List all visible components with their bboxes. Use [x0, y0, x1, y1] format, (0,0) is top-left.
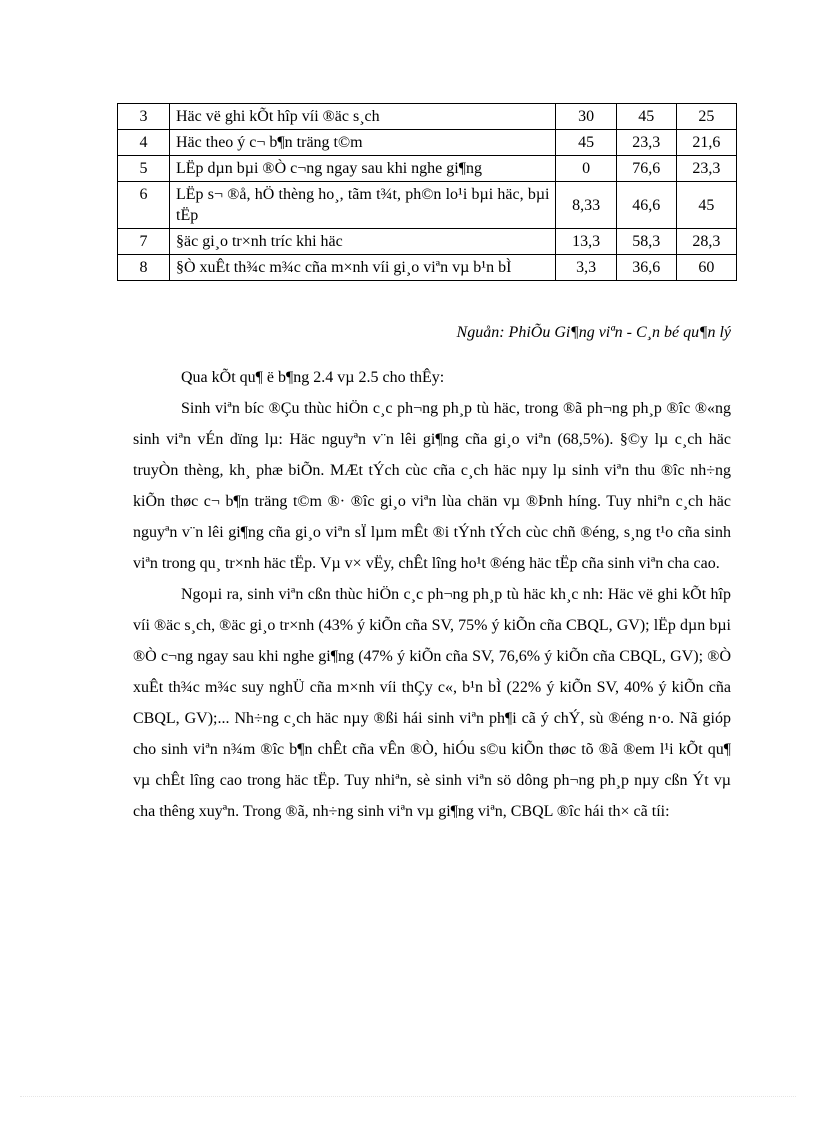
- table-row: [118, 156, 737, 182]
- row-number-cell: 7: [118, 229, 170, 255]
- value-cell-1: 30: [556, 104, 616, 130]
- method-cell: Häc vë ghi kÕt hîp víi ®äc s¸ch: [170, 104, 556, 130]
- row-number-cell: 3: [118, 104, 170, 130]
- value-cell-1: 13,3: [556, 229, 616, 255]
- value-cell-2: 76,6: [616, 156, 676, 182]
- method-cell: LËp s¬ ®å, hÖ thèng ho¸, tãm t¾t, ph©n lo¹i bµi häc, bµi tËp: [170, 182, 556, 229]
- table-body: [118, 104, 737, 281]
- value-cell-3: 21,6: [676, 130, 736, 156]
- row-number-cell: 4: [118, 130, 170, 156]
- value-cell-2: 23,3: [616, 130, 676, 156]
- value-cell-3: 60: [676, 255, 736, 281]
- value-cell-1: 8,33: [556, 182, 616, 229]
- value-cell-2: 45: [616, 104, 676, 130]
- table-row: [118, 104, 737, 130]
- value-cell-2: 46,6: [616, 182, 676, 229]
- paragraph-intro: Qua kÕt qu¶ ë b¶ng 2.4 vµ 2.5 cho thÊy:: [181, 369, 445, 386]
- body-text: [133, 362, 731, 827]
- value-cell-1: 3,3: [556, 255, 616, 281]
- table-source-note: Nguån: PhiÕu Gi¶ng viªn - C¸n bé qu¶n lý: [456, 324, 731, 341]
- value-cell-3: 28,3: [676, 229, 736, 255]
- value-cell-2: 58,3: [616, 229, 676, 255]
- row-number-cell: 6: [118, 182, 170, 229]
- value-cell-2: 36,6: [616, 255, 676, 281]
- value-cell-3: 23,3: [676, 156, 736, 182]
- value-cell-3: 25: [676, 104, 736, 130]
- table-row: [118, 182, 737, 229]
- paragraph-main-method: Sinh viªn bíc ®Çu thùc hiÖn c¸c ph¬ng ph¸p tù häc, trong ®ã ph¬ng ph¸p ®îc ®«ng sinh viªn vÉn dïng lµ: Häc nguyªn v¨n lêi gi¶ng cña gi¸o viªn (68,5%). §©y lµ c¸ch häc truyÒn thèng, kh¸ phæ biÕn. MÆt tÝch cùc cña c¸ch häc nµy lµ sinh viªn thu ®îc nh÷ng kiÕn thøc c¬ b¶n träng t©m ®· ®îc gi¸o viªn lùa chän vµ ®Þnh híng. Tuy nhiªn c¸ch häc nguyªn v¨n lêi gi¶ng cña gi¸o viªn sÏ lµm mÊt ®i tÝnh tÝch cùc chñ ®éng, s¸ng t¹o cña sinh viªn trong qu¸ tr×nh häc tËp. Vµ v× vËy, chÊt lîng ho¹t ®éng häc tËp cña sinh viªn cha cao.: [133, 400, 731, 572]
- value-cell-1: 45: [556, 130, 616, 156]
- table-row: [118, 255, 737, 281]
- method-cell: §äc gi¸o tr×nh tríc khi häc: [170, 229, 556, 255]
- paragraph-other-methods: Ngoµi ra, sinh viªn cßn thùc hiÖn c¸c ph¬ng ph¸p tù häc kh¸c nh: Häc vë ghi kÕt hîp víi ®äc s¸ch, ®äc gi¸o tr×nh (43% ý kiÕn cña SV, 75% ý kiÕn cña CBQL, GV); lËp dµn bµi ®Ò c¬ng ngay sau khi nghe gi¶ng (47% ý kiÕn cña SV, 76,6% ý kiÕn cña CBQL, GV); ®Ò xuÊt th¾c m¾c suy nghÜ cña m×nh víi thÇy c«, b¹n bÌ (22% ý kiÕn SV, 40% ý kiÕn cña CBQL, GV);... Nh÷ng c¸ch häc nµy ®ßi hái sinh viªn ph¶i cã ý chÝ, sù ®éng n·o. Nã gióp cho sinh viªn n¾m ®îc b¶n chÊt cña vÊn ®Ò, hiÓu s©u kiÕn thøc tõ ®ã ®em l¹i kÕt qu¶ vµ chÊt lîng cao trong häc tËp. Tuy nhiªn, sè sinh viªn sö dông ph¬ng ph¸p nµy cßn Ýt vµ cha thêng xuyªn. Trong ®ã, nh÷ng sinh viªn vµ gi¶ng viªn, CBQL ®îc hái th× cã tíi:: [133, 586, 731, 820]
- value-cell-3: 45: [676, 182, 736, 229]
- survey-results-table: [117, 103, 737, 281]
- method-cell: §Ò xuÊt th¾c m¾c cña m×nh víi gi¸o viªn vµ b¹n bÌ: [170, 255, 556, 281]
- table-row: [118, 229, 737, 255]
- table-row: [118, 130, 737, 156]
- method-cell: Häc theo ý c¬ b¶n träng t©m: [170, 130, 556, 156]
- method-cell: LËp dµn bµi ®Ò c¬ng ngay sau khi nghe gi¶ng: [170, 156, 556, 182]
- row-number-cell: 5: [118, 156, 170, 182]
- row-number-cell: 8: [118, 255, 170, 281]
- page-bottom-divider: [20, 1096, 796, 1097]
- value-cell-1: 0: [556, 156, 616, 182]
